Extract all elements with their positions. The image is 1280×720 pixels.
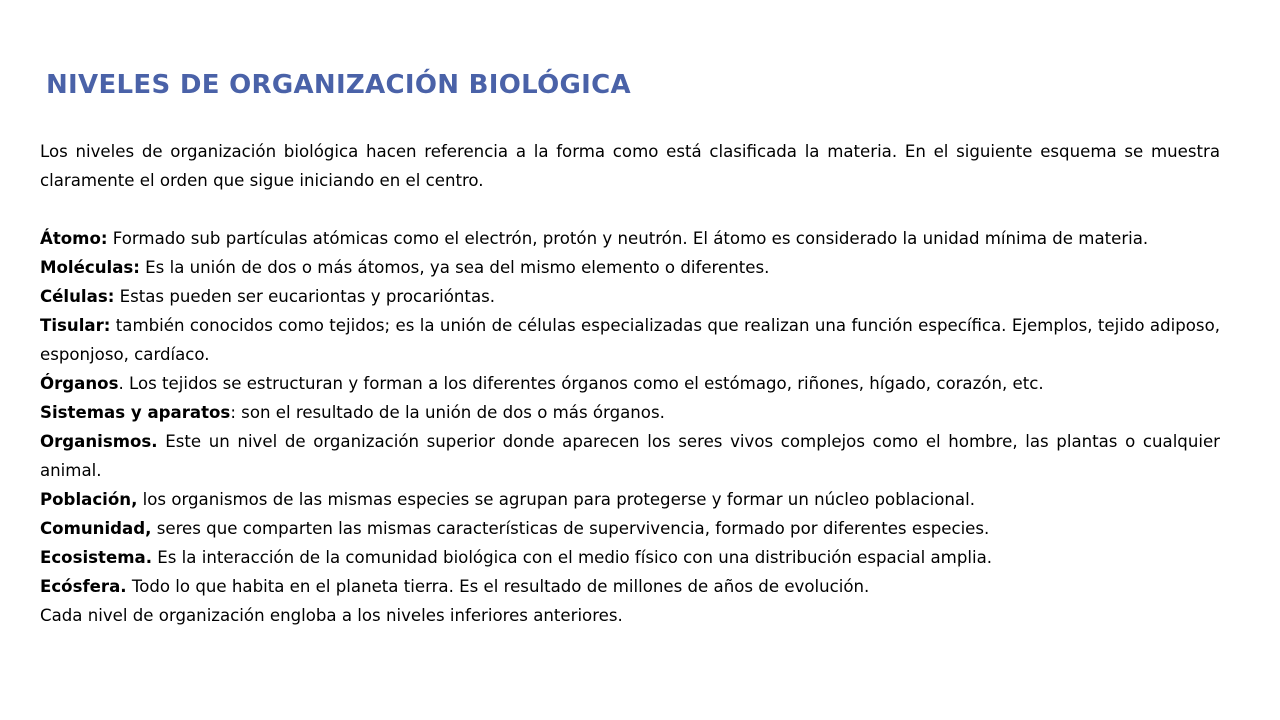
level-term: Comunidad, xyxy=(40,519,152,538)
level-description: también conocidos como tejidos; es la unión de células especializadas que realizan una función específica. Ejemplos, tejido adiposo, esponjoso, cardíaco. xyxy=(40,316,1220,364)
level-term: Ecósfera. xyxy=(40,577,127,596)
level-item-comunidad xyxy=(40,514,1220,543)
level-description: Formado sub partículas atómicas como el electrón, protón y neutrón. El átomo es considerado la unidad mínima de materia. xyxy=(107,229,1149,248)
level-term: Tisular: xyxy=(40,316,111,335)
level-term: Organismos. xyxy=(40,432,158,451)
level-term: Ecosistema. xyxy=(40,548,152,567)
level-item-celulas xyxy=(40,282,1220,311)
level-description: los organismos de las mismas especies se agrupan para protegerse y formar un núcleo poblacional. xyxy=(137,490,975,509)
level-description: : son el resultado de la unión de dos o más órganos. xyxy=(230,403,665,422)
level-description: . Los tejidos se estructuran y forman a los diferentes órganos como el estómago, riñones, hígado, corazón, etc. xyxy=(118,374,1044,393)
level-term: Sistemas y aparatos xyxy=(40,403,231,422)
level-item-atomo xyxy=(40,224,1220,253)
level-term: Moléculas: xyxy=(40,258,140,277)
conclusion-paragraph: Cada nivel de organización engloba a los niveles inferiores anteriores. xyxy=(40,606,623,625)
level-term: Población, xyxy=(40,490,138,509)
level-description: Todo lo que habita en el planeta tierra. Es el resultado de millones de años de evolución. xyxy=(126,577,870,596)
level-item-ecosistema xyxy=(40,543,1220,572)
level-item-ecosfera xyxy=(40,572,1220,601)
level-description: Es la unión de dos o más átomos, ya sea del mismo elemento o diferentes. xyxy=(139,258,770,277)
level-description: seres que comparten las mismas características de supervivencia, formado por diferentes especies. xyxy=(151,519,990,538)
level-item-poblacion xyxy=(40,485,1220,514)
level-item-moleculas xyxy=(40,253,1220,282)
slide-body xyxy=(40,137,1220,630)
level-description: Estas pueden ser eucariontas y procariόntas. xyxy=(114,287,496,306)
level-term: Órganos xyxy=(40,374,119,393)
level-item-tisular xyxy=(40,311,1220,369)
level-term: Átomo: xyxy=(40,229,108,248)
intro-paragraph: Los niveles de organización biológica hacen referencia a la forma como está clasificada la materia. En el siguiente esquema se muestra claramente el orden que sigue iniciando en el centro. xyxy=(40,142,1220,190)
level-term: Células: xyxy=(40,287,115,306)
level-description: Es la interacción de la comunidad biológica con el medio físico con una distribución espacial amplia. xyxy=(152,548,993,567)
level-item-organismos xyxy=(40,427,1220,485)
page-title: NIVELES DE ORGANIZACIÓN BIOLÓGICA xyxy=(46,70,631,100)
level-description: Este un nivel de organización superior donde aparecen los seres vivos complejos como el hombre, las plantas o cualquier animal. xyxy=(40,432,1220,480)
level-item-sistemas xyxy=(40,398,1220,427)
level-item-organos xyxy=(40,369,1220,398)
